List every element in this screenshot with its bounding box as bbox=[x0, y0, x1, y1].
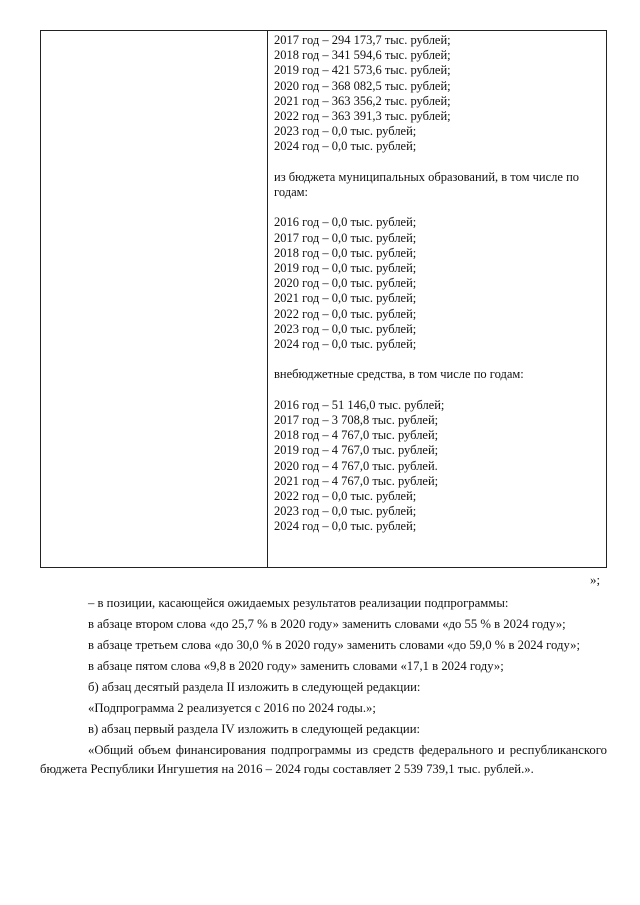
funding-line: 2017 год – 3 708,8 тыс. рублей; bbox=[274, 413, 439, 428]
paragraph: в абзаце пятом слова «9,8 в 2020 году» заменить словами «17,1 в 2024 году»; bbox=[88, 659, 504, 673]
funding-table bbox=[40, 30, 607, 568]
funding-line: 2019 год – 4 767,0 тыс. рублей; bbox=[274, 443, 439, 458]
funding-line: 2021 год – 0,0 тыс. рублей; bbox=[274, 291, 417, 306]
table-right-cell bbox=[274, 33, 604, 535]
funding-line: 2022 год – 0,0 тыс. рублей; bbox=[274, 306, 417, 321]
municipal-budget-heading: из бюджета муниципальных образований, в том числе по годам: bbox=[274, 169, 580, 200]
funding-line: 2018 год – 4 767,0 тыс. рублей; bbox=[274, 428, 439, 443]
funding-line: 2023 год – 0,0 тыс. рублей; bbox=[274, 504, 417, 519]
table-left-cell bbox=[41, 31, 268, 567]
paragraph: в абзаце третьем слова «до 30,0 % в 2020 году» заменить словами «до 59,0 % в 2024 году»; bbox=[88, 638, 581, 652]
paragraph: в абзаце втором слова «до 25,7 % в 2020 году» заменить словами «до 55 % в 2024 году»; bbox=[88, 617, 566, 631]
funding-line: 2021 год – 4 767,0 тыс. рублей; bbox=[274, 473, 439, 488]
funding-line: 2017 год – 294 173,7 тыс. рублей; bbox=[274, 33, 451, 47]
funding-line: 2017 год – 0,0 тыс. рублей; bbox=[274, 230, 417, 245]
funding-line: 2024 год – 0,0 тыс. рублей; bbox=[274, 139, 417, 154]
funding-line: 2018 год – 341 594,6 тыс. рублей; bbox=[274, 48, 451, 63]
paragraph: – в позиции, касающейся ожидаемых результатов реализации подпрограммы: bbox=[88, 596, 509, 610]
funding-line: 2018 год – 0,0 тыс. рублей; bbox=[274, 245, 417, 260]
funding-line: 2016 год – 51 146,0 тыс. рублей; bbox=[274, 397, 445, 412]
funding-line: 2023 год – 0,0 тыс. рублей; bbox=[274, 124, 417, 139]
funding-line: 2019 год – 0,0 тыс. рублей; bbox=[274, 261, 417, 276]
funding-line: 2022 год – 363 391,3 тыс. рублей; bbox=[274, 109, 451, 124]
funding-line: 2023 год – 0,0 тыс. рублей; bbox=[274, 321, 417, 336]
funding-line: 2020 год – 0,0 тыс. рублей; bbox=[274, 276, 417, 291]
paragraph: в) абзац первый раздела IV изложить в следующей редакции: bbox=[88, 722, 421, 736]
amendment-text bbox=[40, 594, 607, 779]
funding-line: 2016 год – 0,0 тыс. рублей; bbox=[274, 215, 417, 230]
funding-line: 2024 год – 0,0 тыс. рублей; bbox=[274, 337, 417, 352]
paragraph: «Общий объем финансирования подпрограммы из средств федерального и республиканского бюджета Республики Ингушетия на 2016 – 2024 годы составляет 2 539 739,1 тыс. рублей.». bbox=[40, 743, 607, 776]
offbudget-heading: внебюджетные средства, в том числе по годам: bbox=[274, 367, 524, 382]
closing-quote: »; bbox=[590, 572, 601, 587]
funding-line: 2020 год – 4 767,0 тыс. рублей. bbox=[274, 458, 438, 473]
funding-line: 2019 год – 421 573,6 тыс. рублей; bbox=[274, 63, 451, 78]
funding-line: 2021 год – 363 356,2 тыс. рублей; bbox=[274, 93, 451, 108]
funding-line: 2020 год – 368 082,5 тыс. рублей; bbox=[274, 78, 451, 93]
paragraph: «Подпрограмма 2 реализуется с 2016 по 2024 годы.»; bbox=[88, 701, 376, 715]
paragraph: б) абзац десятый раздела II изложить в следующей редакции: bbox=[88, 680, 421, 694]
funding-line: 2024 год – 0,0 тыс. рублей; bbox=[274, 519, 417, 534]
funding-line: 2022 год – 0,0 тыс. рублей; bbox=[274, 489, 417, 504]
